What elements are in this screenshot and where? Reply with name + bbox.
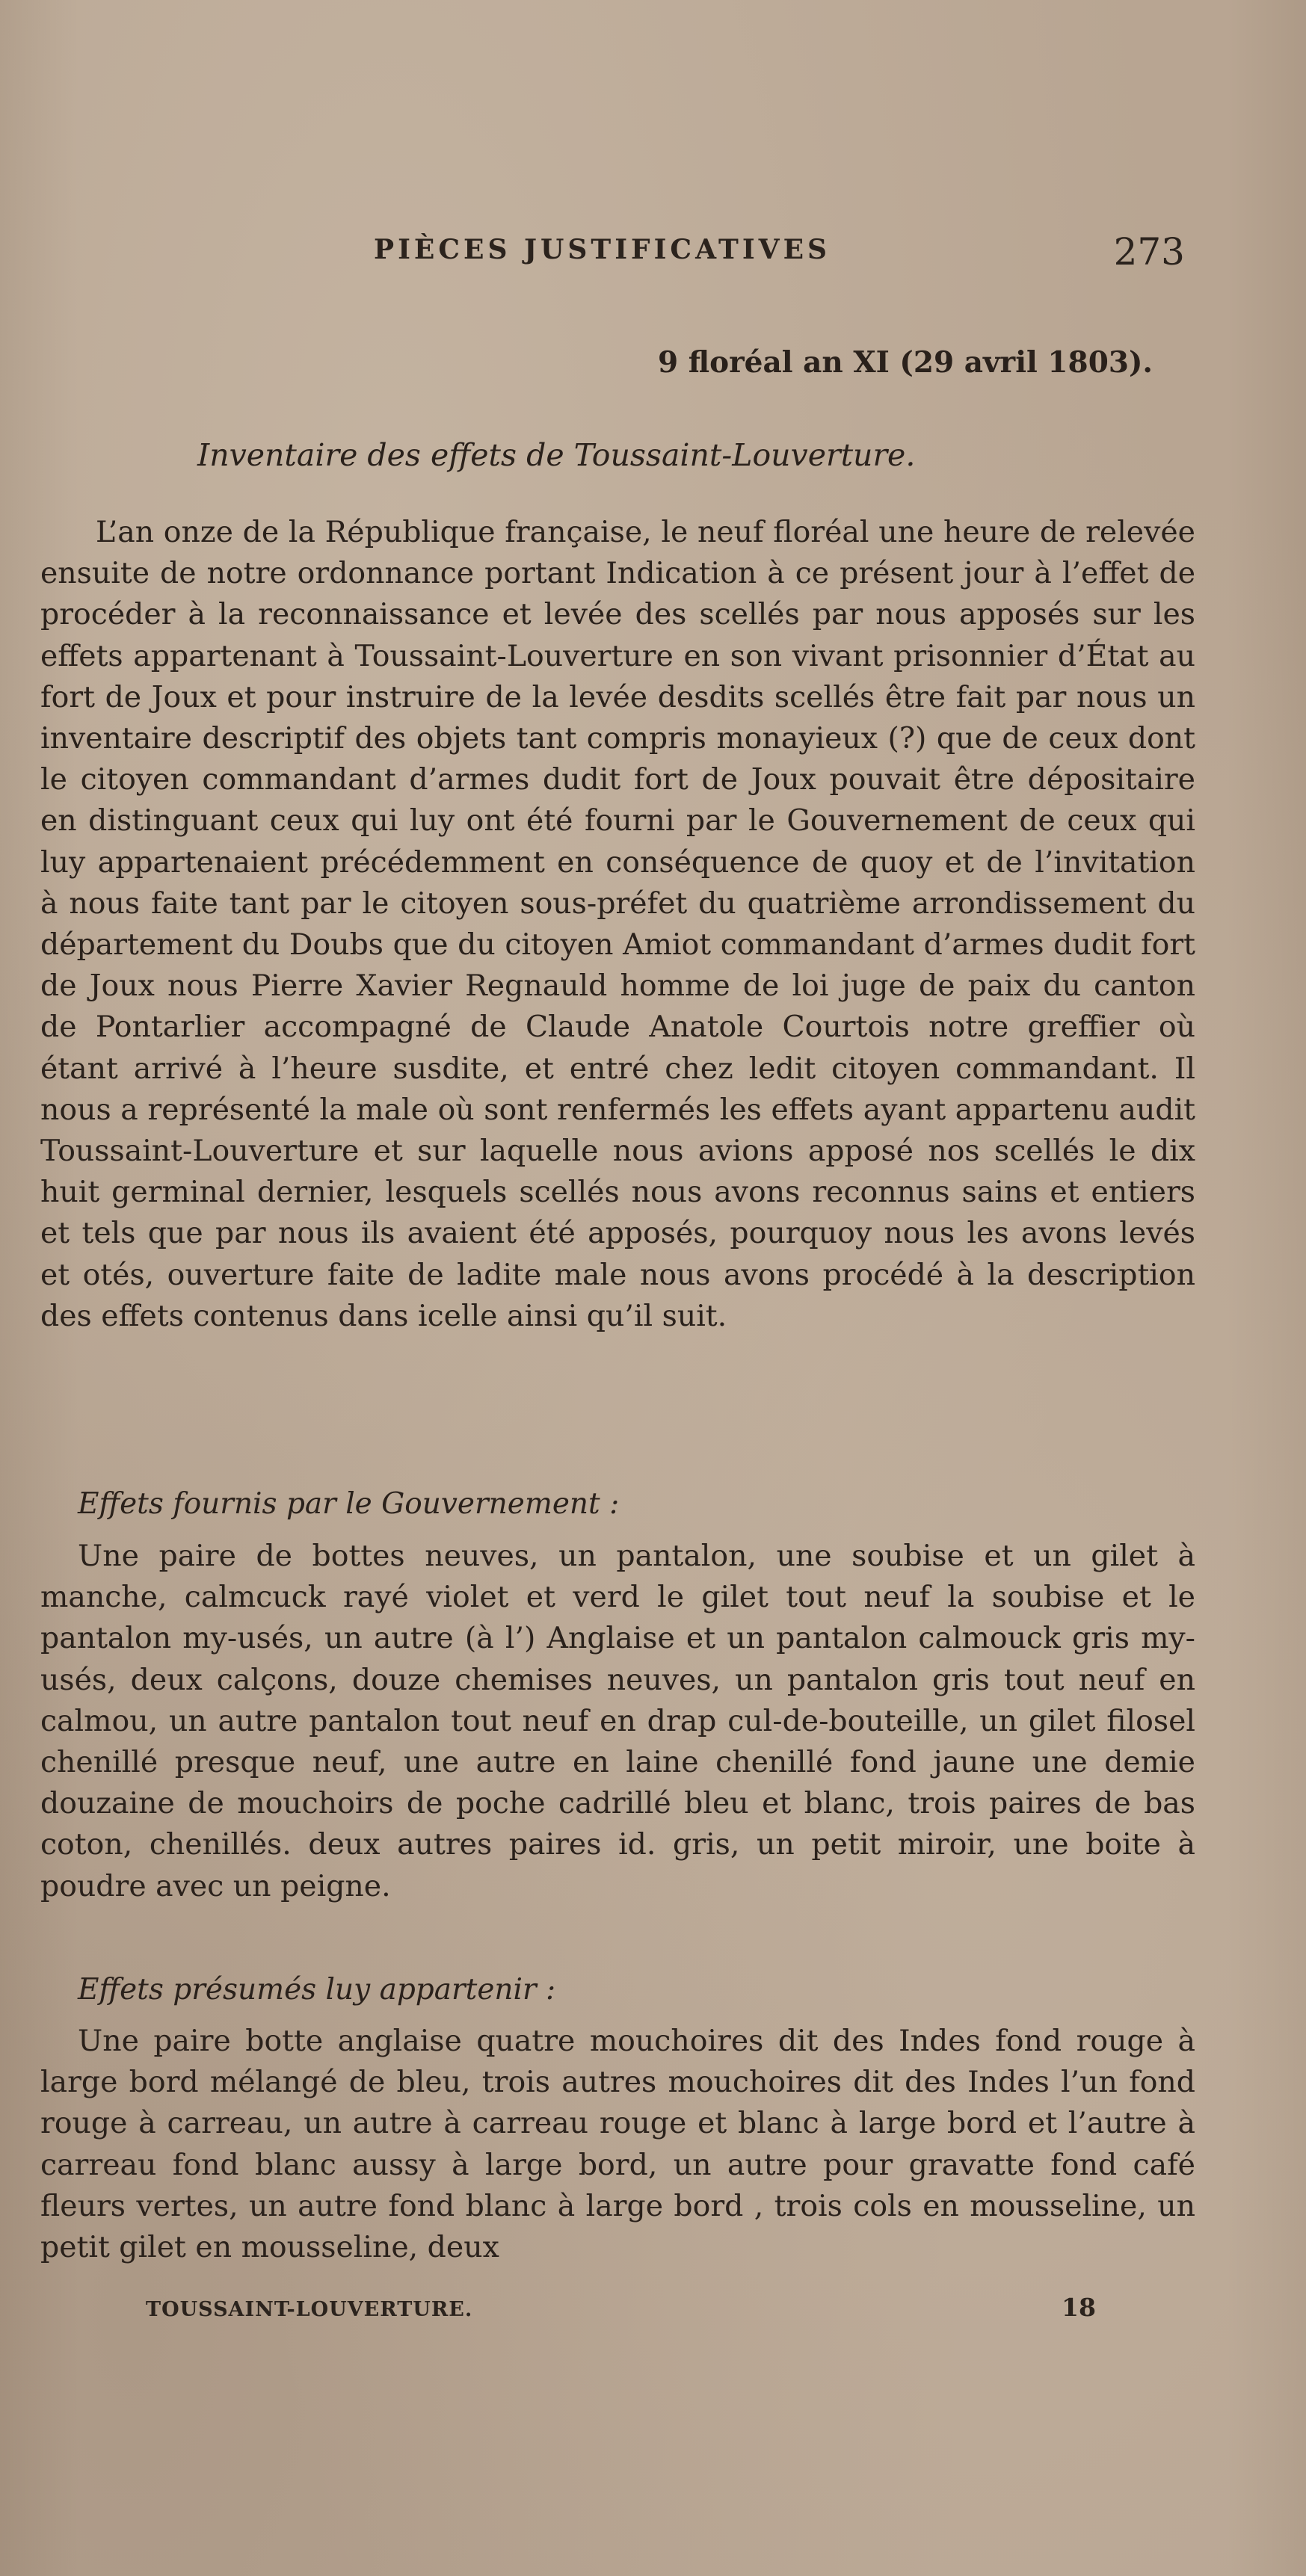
paragraph-procedure: L’an onze de la République française, le neuf floréal une heure de relevée ensuite de notre ordonnance portant Indication à ce présent jour à l’effet de procéder à la reconnaissance et levée des scellés par nous apposés sur les effets appartenant à Toussaint-Louverture en son vivant prisonnier d’État au fort de Joux et pour instruire de la levée desdits scellés être fait par nous un inventaire descriptif des objets tant compris monayieux (?) que de ceux dont le citoyen commandant d’armes dudit fort de Joux pouvait être dépositaire en distinguant ceux qui luy ont été fourni par le Gouvernement de ceux qui luy appartenaient précédemment en conséquence de quoy et de l’invitation à nous faite tant par le citoyen sous-préfet du quatrième arrondissement du département du Doubs que du citoyen Amiot commandant d’armes dudit fort de Joux nous Pierre Xavier Regnauld homme de loi juge de paix du canton de Pontarlier accompagné de Claude Anatole Courtois notre greffier où étant arrivé à l’heure susdite, et entré chez ledit citoyen commandant. Il nous a représenté la male où sont renfermés les effets ayant appartenu audit Toussaint-Louverture et sur laquelle nous avions apposé nos scellés le dix huit germinal dernier, lesquels scellés nous avons reconnus sains et entiers et tels que par nous ils avaient été apposés, pourquoy nous les avons levés et otés, ouverture faite de ladite male nous avons procédé à la description des effets contenus dans icelle ainsi qu’il suit.: [40, 515, 1195, 1333]
document-title: Inventaire des effets de Toussaint-Louverture.: [197, 437, 916, 473]
section-heading-personal: Effets présumés luy appartenir :: [78, 1973, 556, 2007]
running-head: PIÈCES JUSTIFICATIVES: [374, 234, 831, 265]
signature-number: 18: [1062, 2293, 1096, 2322]
page-number: 273: [1113, 230, 1185, 274]
section-heading-government: Effets fournis par le Gouvernement :: [78, 1487, 620, 1521]
signature-mark: TOUSSAINT-LOUVERTURE.: [146, 2298, 473, 2321]
paragraph-government-items: Une paire de bottes neuves, un pantalon, une soubise et un gilet à manche, calmcuck rayé violet et verd le gilet tout neuf la soubise et le pantalon my-usés, un autre (à l’) Anglaise et un pantalon calmouck gris my-usés, deux calçons, douze chemises neuves, un pantalon gris tout neuf en calmou, un autre pantalon tout neuf en drap cul-de-bouteille, un gilet filosel chenillé presque neuf, une autre en laine chenillé fond jaune une demie douzaine de mouchoirs de poche cadrillé bleu et blanc, trois paires de bas coton, chenillés. deux autres paires id. gris, un petit miroir, une boite à poudre avec un peigne.: [40, 1539, 1195, 1903]
paragraph-personal-items: Une paire botte anglaise quatre mouchoires dit des Indes fond rouge à large bord mélangé de bleu, trois autres mouchoires dit des Indes l’un fond rouge à carreau, un autre à carreau rouge et blanc à large bord et l’autre à carreau fond blanc aussy à large bord, un autre pour gravatte fond café fleurs vertes, un autre fond blanc à large bord , trois cols en mousseline, un petit gilet en mousseline, deux: [40, 2024, 1195, 2265]
dateline: 9 floréal an XI (29 avril 1803).: [658, 345, 1153, 380]
